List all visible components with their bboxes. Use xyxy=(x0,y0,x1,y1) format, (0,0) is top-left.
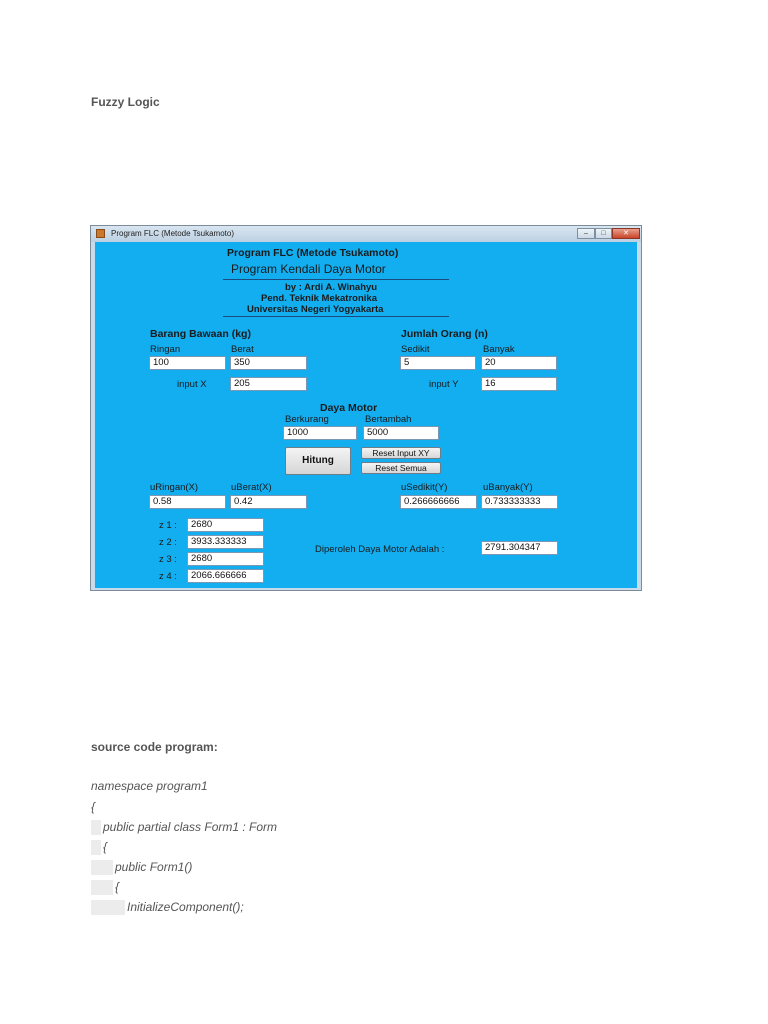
ringan-input[interactable]: 100 xyxy=(149,356,226,370)
reset-input-button[interactable]: Reset Input XY xyxy=(361,447,441,459)
uberat-field[interactable]: 0.42 xyxy=(230,495,307,509)
window-title: Program FLC (Metode Tsukamoto) xyxy=(111,229,235,238)
berkurang-label: Berkurang xyxy=(285,414,329,425)
bertambah-label: Bertambah xyxy=(365,414,412,425)
z1-field[interactable]: 2680 xyxy=(187,518,264,532)
ringan-label: Ringan xyxy=(150,344,181,355)
author-label: by : Ardi A. Winahyu xyxy=(285,282,378,293)
sedikit-input[interactable]: 5 xyxy=(400,356,476,370)
indent-guide xyxy=(91,900,125,915)
code-line: public Form1() xyxy=(115,860,193,874)
uringan-label: uRingan(X) xyxy=(150,482,199,493)
input-y-label: input Y xyxy=(429,379,459,390)
barang-title: Barang Bawaan (kg) xyxy=(150,328,251,340)
berat-input[interactable]: 350 xyxy=(230,356,307,370)
maximize-icon[interactable]: □ xyxy=(595,228,612,239)
form-title: Program FLC (Metode Tsukamoto) xyxy=(227,247,399,259)
input-x-field[interactable]: 205 xyxy=(230,377,307,391)
header-divider-1 xyxy=(223,279,449,280)
ubanyak-field[interactable]: 0.733333333 xyxy=(481,495,558,509)
sedikit-label: Sedikit xyxy=(401,344,430,355)
code-line: public partial class Form1 : Form xyxy=(103,820,278,834)
indent-guide xyxy=(91,840,101,855)
berkurang-input[interactable]: 1000 xyxy=(283,426,357,440)
result-field[interactable]: 2791.304347 xyxy=(481,541,558,555)
form-subtitle: Program Kendali Daya Motor xyxy=(231,262,386,276)
uberat-label: uBerat(X) xyxy=(231,482,272,493)
header-divider-2 xyxy=(223,316,449,317)
indent-guide xyxy=(91,860,113,875)
berat-label: Berat xyxy=(231,344,254,355)
app-icon xyxy=(96,229,105,238)
close-icon[interactable]: ✕ xyxy=(612,228,640,239)
z3-label: z 3 : xyxy=(159,554,177,565)
bertambah-input[interactable]: 5000 xyxy=(363,426,439,440)
z2-field[interactable]: 3933.333333 xyxy=(187,535,264,549)
banyak-input[interactable]: 20 xyxy=(481,356,557,370)
z1-label: z 1 : xyxy=(159,520,177,531)
input-x-label: input X xyxy=(177,379,207,390)
z3-field[interactable]: 2680 xyxy=(187,552,264,566)
indent-guide xyxy=(91,880,113,895)
code-line: { xyxy=(115,880,120,894)
result-label: Diperoleh Daya Motor Adalah : xyxy=(315,544,445,555)
department-label: Pend. Teknik Mekatronika xyxy=(261,293,377,304)
z4-label: z 4 : xyxy=(159,571,177,582)
reset-semua-button[interactable]: Reset Semua xyxy=(361,462,441,474)
source-code-heading: source code program: xyxy=(91,740,218,754)
input-y-field[interactable]: 16 xyxy=(481,377,557,391)
app-window-screenshot xyxy=(90,225,642,591)
banyak-label: Banyak xyxy=(483,344,515,355)
document-heading: Fuzzy Logic xyxy=(91,95,160,109)
z2-label: z 2 : xyxy=(159,537,177,548)
hitung-button[interactable]: Hitung xyxy=(285,447,351,475)
daya-title: Daya Motor xyxy=(320,402,378,414)
code-line: { xyxy=(103,840,108,854)
usedikit-label: uSedikit(Y) xyxy=(401,482,448,493)
ubanyak-label: uBanyak(Y) xyxy=(483,482,533,493)
code-line: { xyxy=(91,800,96,814)
form-client-area xyxy=(95,242,637,588)
window-titlebar xyxy=(91,226,641,242)
z4-field[interactable]: 2066.666666 xyxy=(187,569,264,583)
orang-title: Jumlah Orang (n) xyxy=(401,328,488,340)
code-line: namespace program1 xyxy=(91,779,208,793)
minimize-icon[interactable]: – xyxy=(577,228,595,239)
uringan-field[interactable]: 0.58 xyxy=(149,495,226,509)
code-line: InitializeComponent(); xyxy=(127,900,244,914)
indent-guide xyxy=(91,820,101,835)
usedikit-field[interactable]: 0.266666666 xyxy=(400,495,477,509)
university-label: Universitas Negeri Yogyakarta xyxy=(247,304,384,315)
